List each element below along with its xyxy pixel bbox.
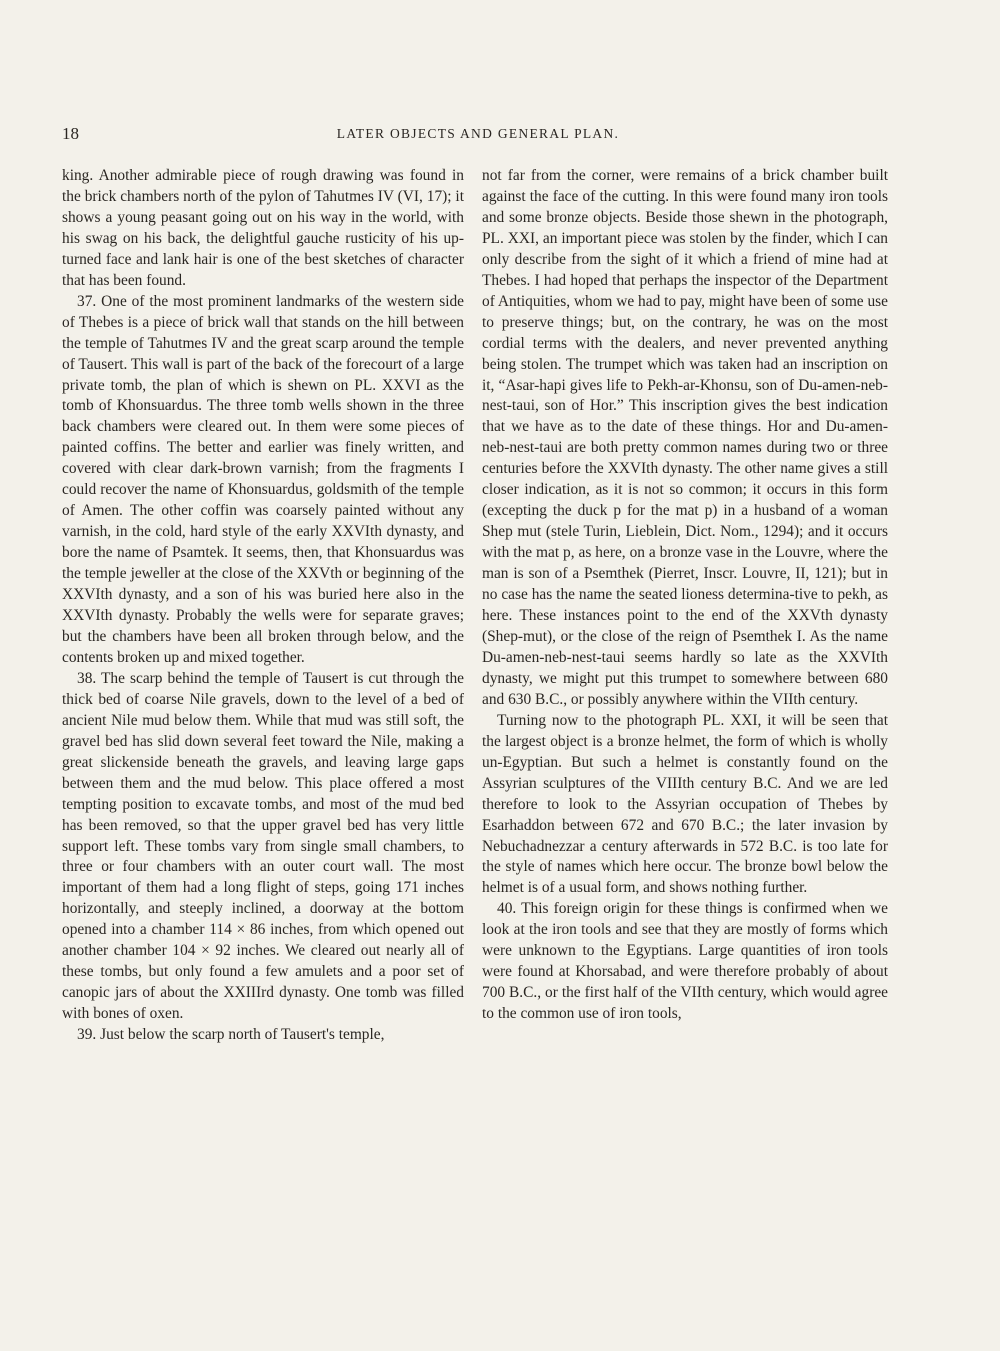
right-column xyxy=(482,166,888,1025)
paragraph-39-continued: not far from the corner, were remains of a brick chamber built against the face of the cutting. In this were found many iron tools and some bronze objects. Beside those shewn in the photograph, PL. XXI, an important piece was stolen by the finder, which I can only describe from the sight of it which a friend of mine had at Thebes. I had hoped that perhaps the inspector of the Department of Antiquities, whom we had to pay, might have been of some use to preserve things; but, on the contrary, he was on the most cordial terms with the dealers, and never prevented anything being stolen. The trumpet which was taken had an inscription on it, “Asar-hapi gives life to Pekh-ar-Khonsu, son of Du-amen-neb-nest-taui, son of Hor.” This inscription gives the best indication that we have as to the date of these things. Hor and Du-amen-neb-nest-taui are both pretty common names during two or three centuries before the XXVIth dynasty. The other name gives a still closer indication, as it is not so common; it occurs in this form (excepting the duck p for the mat p) in a husband of a woman Shep mut (stele Turin, Lieblein, Dict. Nom., 1294); and it occurs with the mat p, as here, on a bronze vase in the Louvre, where the man is son of a Psemthek (Pierret, Inscr. Louvre, II, 121); but in no case has the name the seated lioness determina-tive to pekh, as here. These instances point to the end of the XXVth dynasty (Shep-mut), or the close of the reign of Psemthek I. As the name Du-amen-neb-nest-taui seems hardly so late as the XXVIth dynasty, we might put this trumpet to somewhere between 680 and 630 B.C., or possibly anywhere within the VIIth century. xyxy=(482,167,888,708)
paragraph-helmet: Turning now to the photograph PL. XXI, it will be seen that the largest object is a bronze helmet, the form of which is wholly un-Egyptian. But such a helmet is constantly found on the Assyrian sculptures of the VIIIth century B.C. And we are led therefore to look to the Assyrian occupation of Thebes by Esarhaddon between 672 and 670 B.C.; the later invasion by Nebuchadnezzar a century afterwards in 572 B.C. is too late for the style of names which here occur. The bronze bowl below the helmet is of a usual form, and shows nothing further. xyxy=(482,711,888,897)
paragraph-continued-king: king. Another admirable piece of rough drawing was found in the brick chambers north of the pylon of Tahutmes IV (VI, 17); it shows a young peasant going out on his way in the world, with his swag on his back, the delightful gauche rusticity of his up-turned face and lank hair is one of the best sketches of character that has been found. xyxy=(62,167,464,289)
paragraph-37: 37. One of the most prominent landmarks of the western side of Thebes is a piece of brick wall that stands on the hill between the temple of Tahutmes IV and the great scarp around the temple of Tausert. This wall is part of the back of the forecourt of a large private tomb, the plan of which is shewn on PL. XXVI as the tomb of Khonsuardus. The three tomb wells shown in the three back chambers were cleared out. In them were some pieces of painted coffins. The better and earlier was finely written, and covered with clear dark-brown varnish; from the fragments I could recover the name of Khonsuardus, goldsmith of the temple of Amen. The other coffin was coarsely painted without any varnish, in the cold, hard style of the early XXVIth dynasty, and bore the name of Psamtek. It seems, then, that Khonsuardus was the temple jeweller at the close of the XXVth or beginning of the XXVIth dynasty, and a son of his was buried here also in the XXVIth dynasty. Probably the wells were for separate graves; but the chambers have been all broken through below, and the contents broken up and mixed together. xyxy=(62,292,464,666)
page-number: 18 xyxy=(62,124,79,143)
page-header xyxy=(62,124,894,148)
paragraph-38: 38. The scarp behind the temple of Tausert is cut through the thick bed of coarse Nile gravels, down to the level of a bed of ancient Nile mud below them. While that mud was still soft, the gravel bed has slid down several feet toward the Nile, making a great slickenside beneath the gravels, and leaving large gaps between them and the mud below. This place offered a most tempting position to excavate tombs, and most of the mud bed has been removed, so that the upper gravel bed has very little support left. These tombs vary from single small chambers, to three or four chambers with an outer court wall. The most important of them had a long flight of steps, going 171 inches horizontally, and steeply inclined, a doorway at the bottom opened into a chamber 114 × 86 inches, from which opened out another chamber 104 × 92 inches. We cleared out nearly all of these tombs, but only found a few amulets and a poor set of canopic jars of about the XXIIIrd dynasty. One tomb was filled with bones of oxen. xyxy=(62,669,464,1023)
running-title: LATER OBJECTS AND GENERAL PLAN. xyxy=(336,126,620,141)
paragraph-40: 40. This foreign origin for these things is confirmed when we look at the iron tools and see that they are mostly of forms which were unknown to the Egyptians. Large quantities of iron tools were found at Khorsabad, and were therefore probably of about 700 B.C., or the first half of the VIIth century, which would agree to the common use of iron tools, xyxy=(482,900,888,1023)
left-column xyxy=(62,166,464,1046)
paragraph-39: 39. Just below the scarp north of Tausert's temple, xyxy=(77,1026,385,1044)
